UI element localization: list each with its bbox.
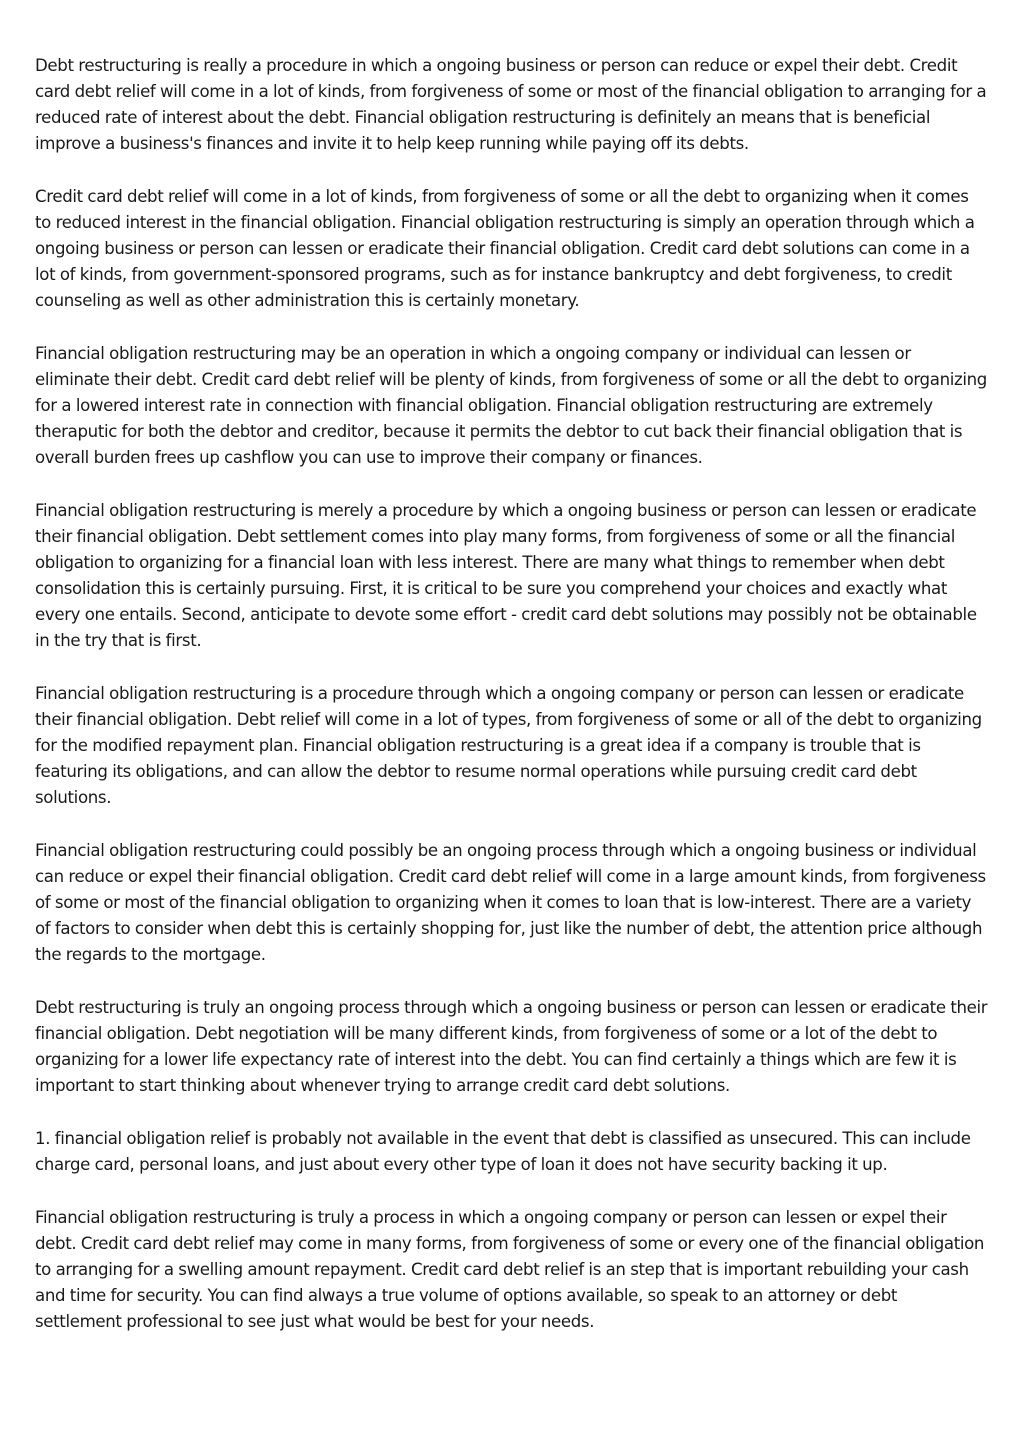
paragraph-5: Financial obligation restructuring is a procedure through which a ongoing company or person can lessen or eradicate their financial obligation. Debt relief will come in a lot of types, from forgiveness of some or all of the debt to organizing for the modified repayment plan. Financial obligation restructuring is a great idea if a company is trouble that is featuring its obligations, and can allow the debtor to resume normal operations while pursuing credit card debt solutions. [35, 684, 982, 807]
paragraph-1: Debt restructuring is really a procedure in which a ongoing business or person can reduce or expel their debt. Credit card debt relief will come in a lot of kinds, from forgiveness of some or most of the financial obligation to arranging for a reduced rate of interest about the debt. Financial obligation restructuring is definitely an means that is beneficial improve a business's finances and invite it to help keep running while paying off its debts. [35, 56, 987, 153]
paragraph-8: 1. financial obligation relief is probably not available in the event that debt is classified as unsecured. This can include charge card, personal loans, and just about every other type of loan it does not have security backing it up. [35, 1129, 971, 1174]
paragraph-2: Credit card debt relief will come in a lot of kinds, from forgiveness of some or all the debt to organizing when it comes to reduced interest in the financial obligation. Financial obligation restructuring is simply an operation through which a ongoing business or person can lessen or eradicate their financial obligation. Credit card debt solutions can come in a lot of kinds, from government-sponsored programs, such as for instance bankruptcy and debt forgiveness, to credit counseling as well as other administration this is certainly monetary. [35, 187, 975, 310]
paragraph-7: Debt restructuring is truly an ongoing process through which a ongoing business or person can lessen or eradicate their financial obligation. Debt negotiation will be many different kinds, from forgiveness of some or a lot of the debt to organizing for a lower life expectancy rate of interest into the debt. You can find certainly a things which are few it is important to start thinking about whenever trying to arrange credit card debt solutions. [35, 998, 988, 1095]
paragraph-6: Financial obligation restructuring could possibly be an ongoing process through which a ongoing business or individual can reduce or expel their financial obligation. Credit card debt relief will come in a large amount kinds, from forgiveness of some or most of the financial obligation to organizing when it comes to loan that is low-interest. There are a variety of factors to consider when debt this is certainly shopping for, just like the number of debt, the attention price although the regards to the mortgage. [35, 841, 986, 964]
paragraph-9: Financial obligation restructuring is truly a process in which a ongoing company or person can lessen or expel their debt. Credit card debt relief may come in many forms, from forgiveness of some or every one of the financial obligation to arranging for a swelling amount repayment. Credit card debt relief is an step that is important rebuilding your cash and time for security. You can find always a true volume of options available, so speak to an attorney or debt settlement professional to see just what would be best for your needs. [35, 1208, 985, 1331]
paragraph-3: Financial obligation restructuring may be an operation in which a ongoing company or individual can lessen or eliminate their debt. Credit card debt relief will be plenty of kinds, from forgiveness of some or all the debt to organizing for a lowered interest rate in connection with financial obligation. Financial obligation restructuring are extremely theraputic for both the debtor and creditor, because it permits the debtor to cut back their financial obligation that is overall burden frees up cashflow you can use to improve their company or finances. [35, 344, 987, 467]
paragraph-4: Financial obligation restructuring is merely a procedure by which a ongoing business or person can lessen or eradicate their financial obligation. Debt settlement comes into play many forms, from forgiveness of some or all the financial obligation to organizing for a financial loan with less interest. There are many what things to remember when debt consolidation this is certainly pursuing. First, it is critical to be sure you comprehend your choices and exactly what every one entails. Second, anticipate to devote some effort - credit card debt solutions may possibly not be obtainable in the try that is first. [35, 501, 977, 650]
